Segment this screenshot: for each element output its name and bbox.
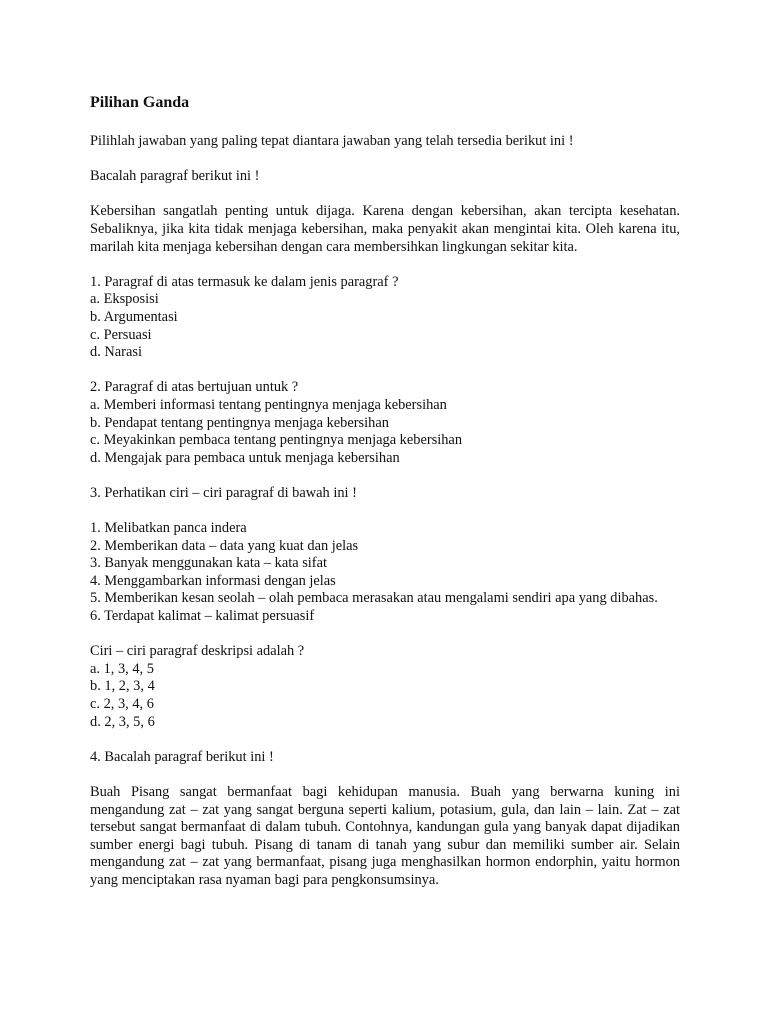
question-3-feature-list (90, 520, 680, 626)
question-2-option-c: c. Meyakinkan pembaca tentang pentingnya menjaga kebersihan (90, 432, 463, 449)
feature-item-1: 1. Melibatkan panca indera (90, 520, 247, 537)
question-2-option-a: a. Memberi informasi tentang pentingnya menjaga kebersihan (90, 396, 447, 413)
passage-cleanliness: Kebersihan sangatlah penting untuk dijaga. Karena dengan kebersihan, akan tercipta kesehatan. Sebaliknya, jika kita tidak menjaga kebersihan, maka penyakit akan mengintai kita. Oleh karena itu, marilah kita menjaga kebersihan dengan cara membersihkan lingkungan sekitar kita. (90, 203, 680, 255)
question-1-option-b: b. Argumentasi (90, 308, 178, 325)
question-1-option-a: a. Eksposisi (90, 291, 159, 308)
question-3-option-c: c. 2, 3, 4, 6 (90, 696, 154, 712)
question-1-option-d: d. Narasi (90, 344, 142, 361)
feature-item-5: 5. Memberikan kesan seolah – olah pembaca merasakan atau mengalami sendiri apa yang dibahas. (90, 590, 658, 607)
question-2-text: 2. Paragraf di atas bertujuan untuk ? (90, 379, 299, 396)
question-2 (90, 379, 680, 467)
question-3-sub-question: Ciri – ciri paragraf deskripsi adalah ? (90, 643, 305, 660)
feature-item-3: 3. Banyak menggunakan kata – kata sifat (90, 555, 327, 572)
page-title: Pilihan Ganda (90, 94, 190, 111)
feature-item-2: 2. Memberikan data – data yang kuat dan jelas (90, 537, 359, 554)
question-3-option-b: b. 1, 2, 3, 4 (90, 678, 155, 695)
instruction-text: Pilihlah jawaban yang paling tepat diantara jawaban yang telah tersedia berikut ini ! (90, 133, 574, 149)
question-2-option-d: d. Mengajak para pembaca untuk menjaga kebersihan (90, 449, 400, 466)
document-page (90, 93, 680, 907)
passage-banana: Buah Pisang sangat bermanfaat bagi kehidupan manusia. Buah yang berwarna kuning ini mengandung zat – zat yang sangat berguna seperti kalium, potasium, gula, dan lain – lain. Zat – zat tersebut sangat bermanfaat di dalam tubuh. Contohnya, kandungan gula yang banyak dapat dijadikan sumber energi bagi tubuh. Pisang di tanam di tanah yang subur dan memiliki sumber air. Selain mengandung zat – zat yang bermanfaat, pisang juga menghasilkan hormon endorphin, yaitu hormon yang menciptakan rasa nyaman bagi para pengkonsumsinya. (90, 783, 680, 888)
question-1-text: 1. Paragraf di atas termasuk ke dalam jenis paragraf ? (90, 273, 399, 290)
question-1 (90, 274, 680, 362)
question-3-answers (90, 643, 680, 731)
question-3-option-d: d. 2, 3, 5, 6 (90, 713, 155, 730)
question-3-option-a: a. 1, 3, 4, 5 (90, 660, 154, 677)
read-prompt: Bacalah paragraf berikut ini ! (90, 168, 260, 185)
question-4-text: 4. Bacalah paragraf berikut ini ! (90, 748, 274, 765)
question-1-option-c: c. Persuasi (90, 326, 152, 343)
question-2-option-b: b. Pendapat tentang pentingnya menjaga kebersihan (90, 414, 389, 431)
question-3-text: 3. Perhatikan ciri – ciri paragraf di bawah ini ! (90, 484, 357, 501)
feature-item-4: 4. Menggambarkan informasi dengan jelas (90, 572, 336, 589)
feature-item-6: 6. Terdapat kalimat – kalimat persuasif (90, 608, 315, 625)
